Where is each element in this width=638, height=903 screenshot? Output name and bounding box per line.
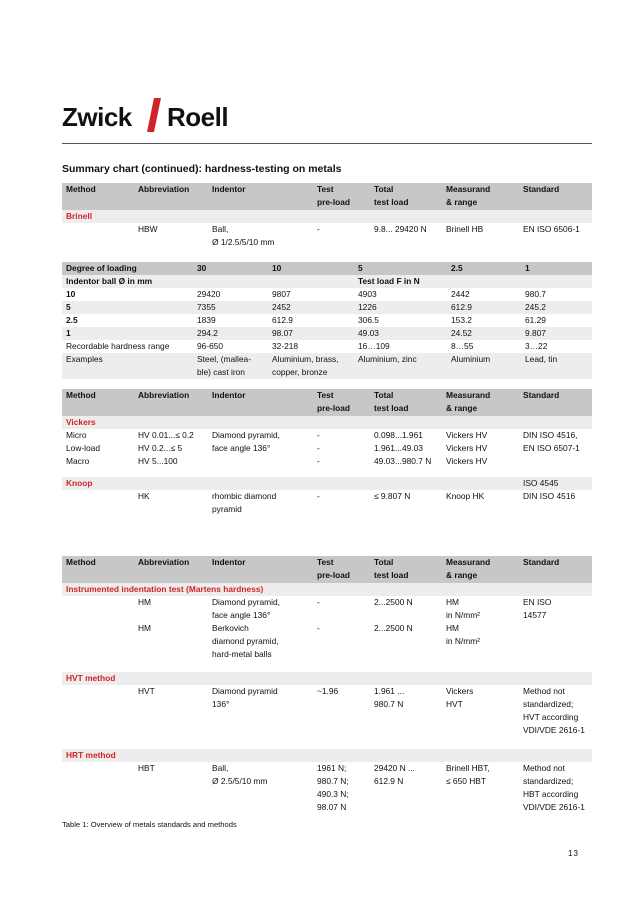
table-cell-3: - bbox=[317, 443, 320, 453]
section-hrt-label: HRT method bbox=[66, 750, 116, 760]
table-cell-0: Indentor ball Ø in mm bbox=[66, 276, 153, 286]
table-cell-0: Examples bbox=[66, 354, 103, 364]
table-cell-1: 294.2 bbox=[197, 328, 218, 338]
table-cell-1: HK bbox=[138, 491, 150, 501]
header-cell-1: 30 bbox=[197, 263, 207, 273]
table-cell-1: HV 0.01...≤ 0.2 bbox=[138, 430, 194, 440]
section-brinell-label: Brinell bbox=[66, 211, 93, 221]
table-cell-1: 1839 bbox=[197, 315, 216, 325]
table-cell-3: - bbox=[317, 491, 320, 501]
table-cell-1: HVT bbox=[138, 686, 155, 696]
table-cell-1: 29420 bbox=[197, 289, 221, 299]
table-cell-4: 2...2500 N bbox=[374, 597, 413, 607]
table-cell-2: Diamond pyramid, face angle 136° bbox=[212, 597, 280, 620]
spacer bbox=[62, 737, 592, 749]
table-cell-4: 0.098...1.961 bbox=[374, 430, 423, 440]
header-cell-2: Indentor bbox=[212, 390, 246, 400]
header-cell-0: Method bbox=[66, 390, 96, 400]
table-cell-5: 61.29 bbox=[525, 315, 546, 325]
martens-row bbox=[62, 622, 592, 661]
section-hrt bbox=[62, 749, 592, 762]
table-cell-6: DIN ISO 4516, bbox=[523, 430, 578, 440]
logo-slash-icon bbox=[147, 98, 161, 132]
table-cell-5: Vickers HVT bbox=[446, 686, 474, 709]
table-cell-4: 2...2500 N bbox=[374, 623, 413, 633]
table-cell-2: 2452 bbox=[272, 302, 291, 312]
header-cell-6: Standard bbox=[523, 390, 560, 400]
table-cell-5: Vickers HV bbox=[446, 456, 488, 466]
header-cell-6: Standard bbox=[523, 557, 560, 567]
logo-text-zwick: Zwick bbox=[62, 102, 132, 132]
table-cell-0: Recordable hardness range bbox=[66, 341, 170, 351]
table-cell-3: 16…109 bbox=[358, 341, 390, 351]
table-cell-5: Vickers HV bbox=[446, 443, 488, 453]
hrt-row bbox=[62, 762, 592, 814]
table-cell-2: Ball, Ø 1/2.5/5/10 mm bbox=[212, 224, 275, 247]
table-cell-0: Micro bbox=[66, 430, 87, 440]
section-knoop bbox=[62, 477, 592, 490]
table-cell-3: 49.03 bbox=[358, 328, 379, 338]
table-cell-6: Method not standardized; HBT according VDI/VDE 2616-1 bbox=[523, 763, 585, 812]
vickers-row bbox=[62, 442, 592, 455]
table-cell-6: Method not standardized; HVT according VDI/VDE 2616-1 bbox=[523, 686, 585, 735]
table-cell-6: EN ISO 6506-1 bbox=[523, 224, 580, 234]
table-cell-2: Aluminium, brass, copper, bronze bbox=[272, 354, 339, 377]
header-cell-2: 10 bbox=[272, 263, 282, 273]
table-cell-1: 96-650 bbox=[197, 341, 224, 351]
header-cell-2: Indentor bbox=[212, 557, 246, 567]
table-cell-5: Knoop HK bbox=[446, 491, 485, 501]
table-cell-2: Diamond pyramid 136° bbox=[212, 686, 278, 709]
table-cell-0: Low-load bbox=[66, 443, 100, 453]
table-cell-1: HV 0.2...≤ 5 bbox=[138, 443, 183, 453]
table-cell-5: Brinell HBT, ≤ 650 HBT bbox=[446, 763, 490, 786]
header-cell-5: Measurand & range bbox=[446, 184, 491, 207]
table-cell-2: 98.07 bbox=[272, 328, 293, 338]
table-header-row bbox=[62, 556, 592, 583]
spacer bbox=[62, 468, 592, 477]
table-cell-3: 1226 bbox=[358, 302, 377, 312]
table-cell-0: 2.5 bbox=[66, 315, 78, 325]
section-hvt bbox=[62, 672, 592, 685]
table-cell-5: 9.807 bbox=[525, 328, 546, 338]
table-cell-6: EN ISO 6507-1 bbox=[523, 443, 580, 453]
header-cell-5: 1 bbox=[525, 263, 530, 273]
table-cell-4: 1.961...49.03 bbox=[374, 443, 423, 453]
table-cell-3: - bbox=[317, 456, 320, 466]
header-cell-4: Total test load bbox=[374, 184, 409, 207]
table-cell-3: Aluminium, zinc bbox=[358, 354, 417, 364]
table-cell-3: - bbox=[317, 597, 320, 607]
section-martens-label: Instrumented indentation test (Martens hardness) bbox=[66, 584, 264, 594]
table-cell-2: 9807 bbox=[272, 289, 291, 299]
section-martens bbox=[62, 583, 592, 596]
table-vickers-knoop bbox=[62, 389, 592, 516]
table-cell-2: Berkovich diamond pyramid, hard-metal balls bbox=[212, 623, 279, 659]
header-cell-3: 5 bbox=[358, 263, 363, 273]
table-cell-2: 32-218 bbox=[272, 341, 299, 351]
header-cell-0: Method bbox=[66, 557, 96, 567]
table-cell-5: HM in N/mm² bbox=[446, 623, 480, 646]
table-cell-1: 7355 bbox=[197, 302, 216, 312]
header-cell-4: Total test load bbox=[374, 557, 409, 580]
header-cell-3: Test pre-load bbox=[317, 390, 351, 413]
page-subtitle: Summary chart (continued): hardness-testing on metals bbox=[62, 163, 342, 175]
vickers-row bbox=[62, 455, 592, 468]
table-cell-6: EN ISO 14577 bbox=[523, 597, 552, 620]
table-cell-4: 49.03...980.7 N bbox=[374, 456, 432, 466]
table-cell-2: Diamond pyramid, bbox=[212, 430, 280, 440]
header-cell-5: Measurand & range bbox=[446, 557, 491, 580]
header-cell-5: Measurand & range bbox=[446, 390, 491, 413]
table-cell-1: HM bbox=[138, 597, 152, 607]
table-cell-0: Macro bbox=[66, 456, 90, 466]
table-cell-2: 612.9 bbox=[272, 315, 293, 325]
header-cell-6: Standard bbox=[523, 184, 560, 194]
table-cell-4: ≤ 9.807 N bbox=[374, 491, 411, 501]
header-cell-3: Test pre-load bbox=[317, 557, 351, 580]
martens-row bbox=[62, 596, 592, 622]
table-brinell bbox=[62, 183, 592, 249]
section-hvt-label: HVT method bbox=[66, 673, 116, 683]
table-instrumented-methods bbox=[62, 556, 592, 814]
table-cell-4: 153.2 bbox=[451, 315, 472, 325]
table-cell-0: 1 bbox=[66, 328, 71, 338]
degree-row bbox=[62, 301, 592, 314]
table-cell-3: ~1.96 bbox=[317, 686, 339, 696]
header-cell-1: Abbreviation bbox=[138, 390, 190, 400]
section-vickers-label: Vickers bbox=[66, 417, 96, 427]
header-cell-2: Indentor bbox=[212, 184, 246, 194]
degree-header-row bbox=[62, 262, 592, 275]
spacer bbox=[62, 661, 592, 672]
degree-row bbox=[62, 340, 592, 353]
table-cell-2: rhombic diamond pyramid bbox=[212, 491, 277, 514]
vickers-row bbox=[62, 429, 592, 442]
table-cell-4: 9.8... 29420 N bbox=[374, 224, 427, 234]
header-cell-1: Abbreviation bbox=[138, 184, 190, 194]
degree-row bbox=[62, 314, 592, 327]
page-number: 13 bbox=[568, 849, 579, 858]
table-cell-4: 1.961 ... 980.7 N bbox=[374, 686, 405, 709]
table-cell-1: HBT bbox=[138, 763, 155, 773]
table-cell-1: HV 5...100 bbox=[138, 456, 178, 466]
table-cell-1: Steel, (mallea- ble) cast iron bbox=[197, 354, 251, 377]
section-brinell bbox=[62, 210, 592, 223]
table-cell-2: face angle 136° bbox=[212, 443, 271, 453]
table-cell-5: 3…22 bbox=[525, 341, 548, 351]
knoop-row bbox=[62, 490, 592, 516]
header-cell-3: Test pre-load bbox=[317, 184, 351, 207]
table-header-row bbox=[62, 389, 592, 416]
header-cell-4: Total test load bbox=[374, 390, 409, 413]
table-cell-3: 1961 N; 980.7 N; 490.3 N; 98.07 N bbox=[317, 763, 349, 812]
knoop-standard: ISO 4545 bbox=[523, 478, 559, 488]
section-knoop-label: Knoop bbox=[66, 478, 93, 488]
table-cell-4: 612.9 bbox=[451, 302, 472, 312]
table-cell-5: Brinell HB bbox=[446, 224, 484, 234]
table-cell-4: 24.52 bbox=[451, 328, 472, 338]
table-cell-3: Test load F in N bbox=[358, 276, 420, 286]
degree-row bbox=[62, 353, 592, 379]
degree-row bbox=[62, 288, 592, 301]
section-vickers bbox=[62, 416, 592, 429]
table-cell-4: 29420 N ... 612.9 N bbox=[374, 763, 415, 786]
table-cell-1: HM bbox=[138, 623, 152, 633]
degree-row bbox=[62, 275, 592, 288]
table-cell-0: 10 bbox=[66, 289, 76, 299]
table-cell-4: 2442 bbox=[451, 289, 470, 299]
table-cell-3: - bbox=[317, 430, 320, 440]
brinell-row bbox=[62, 223, 592, 249]
table-cell-3: - bbox=[317, 224, 320, 234]
table-cell-6: DIN ISO 4516 bbox=[523, 491, 576, 501]
table-cell-4: 8…55 bbox=[451, 341, 474, 351]
table-cell-5: 980.7 bbox=[525, 289, 546, 299]
header-rule bbox=[62, 143, 592, 144]
table-cell-3: - bbox=[317, 623, 320, 633]
logo-text-roell: Roell bbox=[167, 102, 229, 132]
table-cell-5: Lead, tin bbox=[525, 354, 558, 364]
header-cell-1: Abbreviation bbox=[138, 557, 190, 567]
table-cell-4: Aluminium bbox=[451, 354, 491, 364]
table-cell-1: HBW bbox=[138, 224, 158, 234]
header-cell-0: Degree of loading bbox=[66, 263, 137, 273]
table-cell-2: Ball, Ø 2.5/5/10 mm bbox=[212, 763, 268, 786]
header-cell-4: 2.5 bbox=[451, 263, 463, 273]
hvt-row bbox=[62, 685, 592, 737]
table-caption: Table 1: Overview of metals standards and methods bbox=[62, 820, 237, 829]
table-cell-5: 245.2 bbox=[525, 302, 546, 312]
degree-row bbox=[62, 327, 592, 340]
table-cell-5: HM in N/mm² bbox=[446, 597, 480, 620]
table-cell-5: Vickers HV bbox=[446, 430, 488, 440]
table-cell-3: 306.5 bbox=[358, 315, 379, 325]
table-degree-of-loading bbox=[62, 262, 592, 379]
table-cell-0: 5 bbox=[66, 302, 71, 312]
table-cell-3: 4903 bbox=[358, 289, 377, 299]
header-cell-0: Method bbox=[66, 184, 96, 194]
table-header-row bbox=[62, 183, 592, 210]
